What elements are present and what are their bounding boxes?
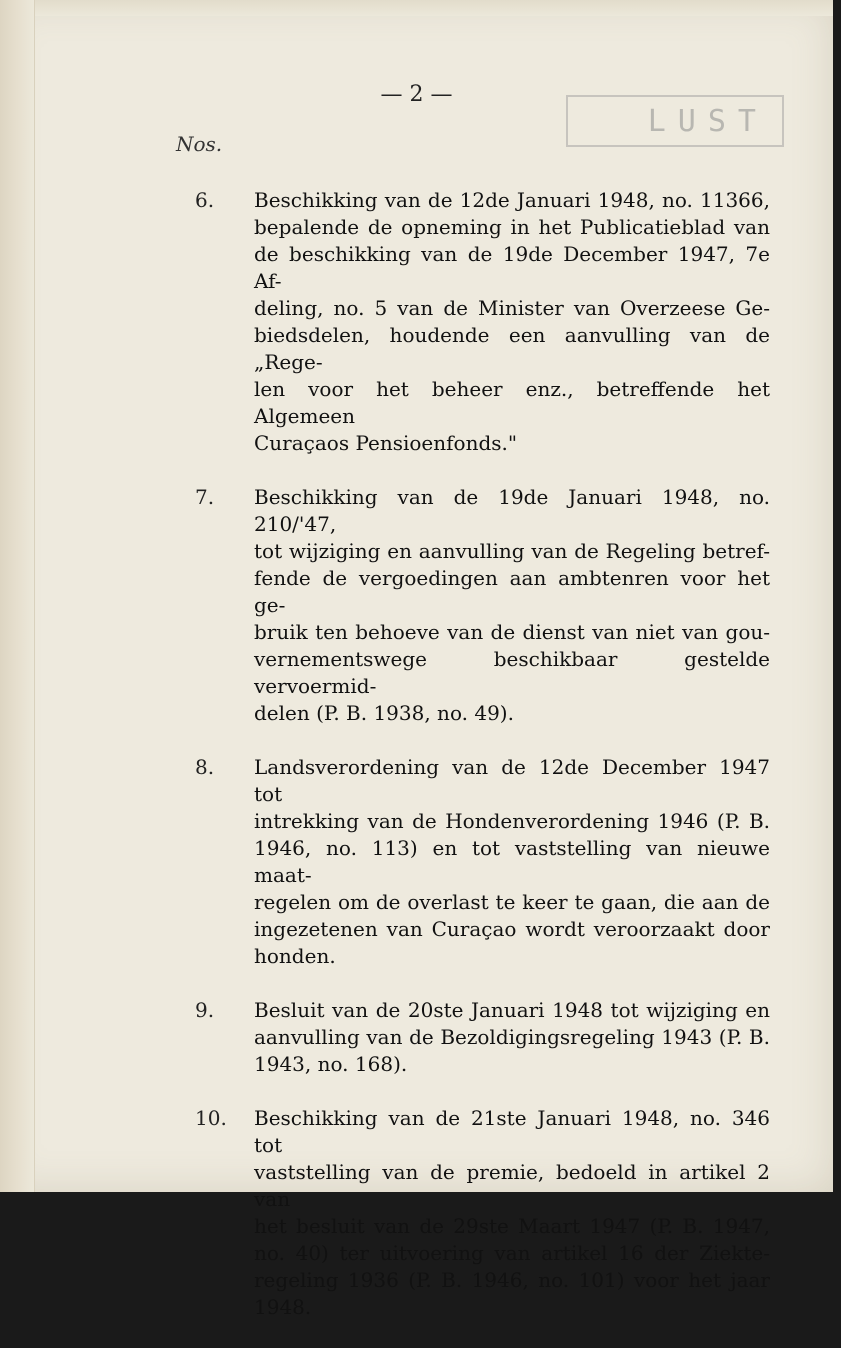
entry-line: 1948. <box>254 1295 312 1319</box>
page-top-edge <box>0 0 833 16</box>
entry-line: Curaçaos Pensioenfonds." <box>254 431 518 455</box>
entry-text <box>254 484 770 727</box>
entry-line: no. 40) ter uitvoering van artikel 16 der Ziekte- <box>254 1241 770 1265</box>
entry-number: 9. <box>195 998 215 1022</box>
entry-line: bruik ten behoeve van de dienst van niet van gou- <box>254 620 770 644</box>
entry-line: 1946, no. 113) en tot vaststelling van nieuwe maat- <box>254 836 770 887</box>
entry-line: Beschikking van de 19de Januari 1948, no. 210/'47, <box>254 485 770 536</box>
entry-line: Besluit van de 20ste Januari 1948 tot wijziging en <box>254 998 770 1022</box>
entry-line: intrekking van de Hondenverordening 1946 (P. B. <box>254 809 770 833</box>
entry-number: 10. <box>195 1106 227 1130</box>
entry-text <box>254 754 770 970</box>
entry-number: 6. <box>195 188 215 212</box>
entry-line: aanvulling van de Bezoldigingsregeling 1943 (P. B. <box>254 1025 770 1049</box>
entry-line: regelen om de overlast te keer te gaan, die aan de <box>254 890 770 914</box>
entry-number: 8. <box>195 755 215 779</box>
entry-line: bepalende de opneming in het Publicatieblad van <box>254 215 770 239</box>
entry-9 <box>195 997 770 1078</box>
entry-line: len voor het beheer enz., betreffende het Algemeen <box>254 377 770 428</box>
nos-label: Nos. <box>176 132 223 156</box>
entry-line: biedsdelen, houdende een aanvulling van de „Rege- <box>254 323 770 374</box>
entry-text <box>254 187 770 457</box>
entry-line: delen (P. B. 1938, no. 49). <box>254 701 514 725</box>
entry-line: tot wijziging en aanvulling van de Regeling betref- <box>254 539 770 563</box>
entry-10 <box>195 1105 770 1321</box>
entry-line: deling, no. 5 van de Minister van Overzeese Ge- <box>254 296 770 320</box>
entry-line: Landsverordening van de 12de December 1947 tot <box>254 755 770 806</box>
page-binding-edge <box>0 0 35 1192</box>
entry-line: Beschikking van de 12de Januari 1948, no. 11366, <box>254 188 770 212</box>
entry-line: regeling 1936 (P. B. 1946, no. 101) voor het jaar <box>254 1268 770 1292</box>
entry-line: 1943, no. 168). <box>254 1052 408 1076</box>
entry-line: honden. <box>254 944 336 968</box>
entry-line: ingezetenen van Curaçao wordt veroorzaakt door <box>254 917 770 941</box>
entry-list <box>195 187 770 1348</box>
entry-line: vernementswege beschikbaar gestelde vervoermid- <box>254 647 770 698</box>
entry-line: het besluit van de 29ste Maart 1947 (P. B. 1947, <box>254 1214 770 1238</box>
entry-line: Beschikking van de 21ste Januari 1948, no. 346 tot <box>254 1106 770 1157</box>
page-number: — 2 — <box>380 82 453 107</box>
entry-number: 7. <box>195 485 215 509</box>
entry-line: fende de vergoedingen aan ambtenren voor het ge- <box>254 566 770 617</box>
entry-line: vaststelling van de premie, bedoeld in artikel 2 van <box>254 1160 770 1211</box>
entry-text <box>254 997 770 1078</box>
entry-line: de beschikking van de 19de December 1947, 7e Af- <box>254 242 770 293</box>
entry-8 <box>195 754 770 970</box>
entry-7 <box>195 484 770 727</box>
entry-text <box>254 1105 770 1321</box>
archive-stamp-text: LUST <box>647 103 768 139</box>
entry-6 <box>195 187 770 457</box>
